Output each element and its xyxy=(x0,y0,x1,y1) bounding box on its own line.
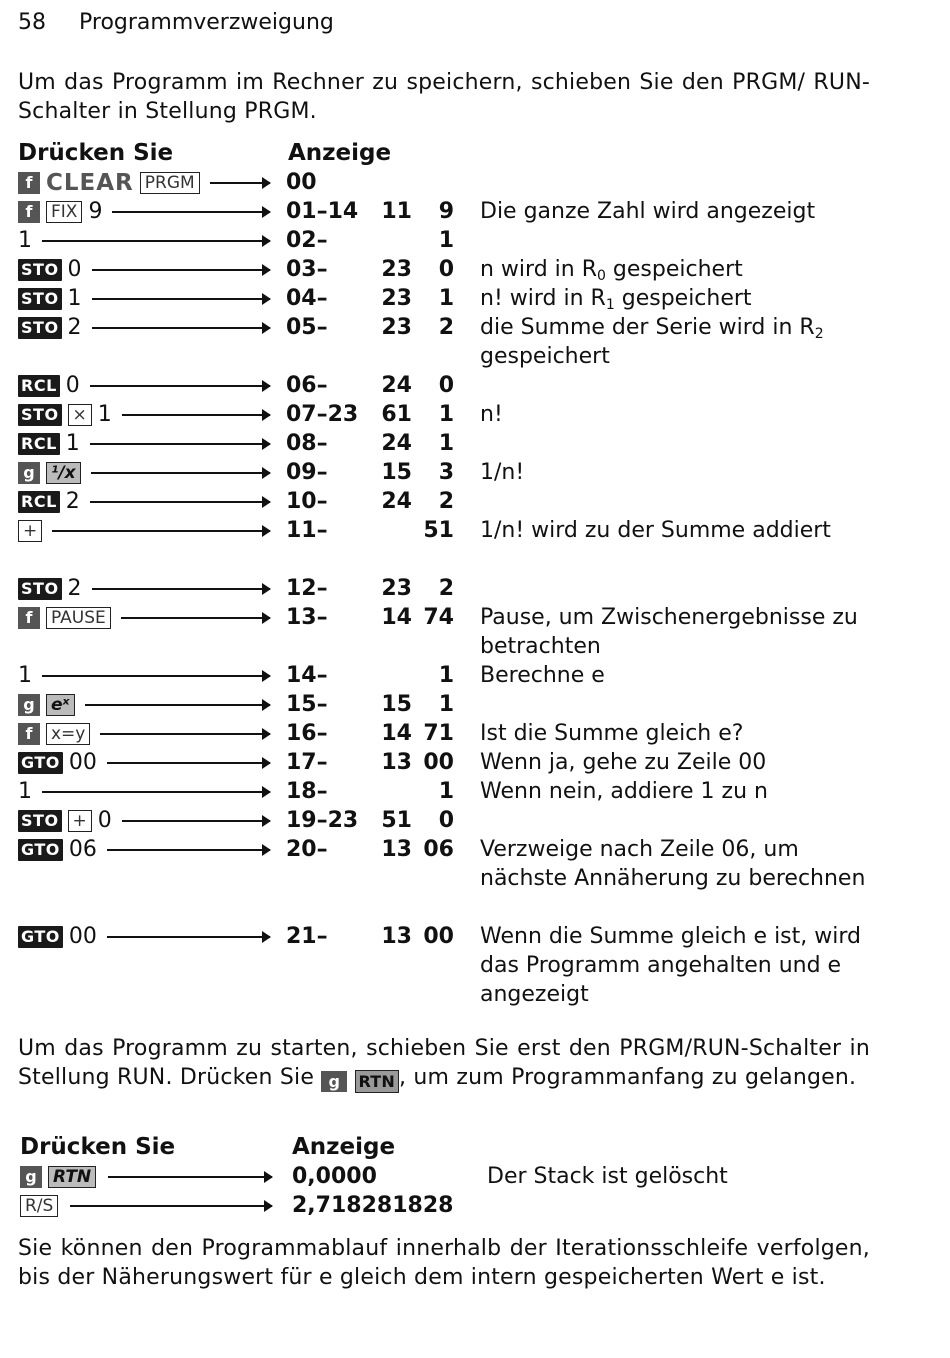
arrow xyxy=(107,762,270,764)
keycode-2: 1 xyxy=(438,286,454,311)
keycode-1: 24 xyxy=(381,373,412,398)
keycode-2: 2 xyxy=(438,576,454,601)
key-rcl: RCL xyxy=(18,375,60,397)
line-number: 17– xyxy=(286,750,328,775)
key-2: 2 xyxy=(67,576,82,601)
program-row xyxy=(0,690,950,719)
key-sequence xyxy=(18,777,32,806)
program-row xyxy=(0,284,950,313)
program-row xyxy=(0,255,950,284)
keycode-1: 14 xyxy=(381,721,412,746)
key-sto: STO xyxy=(18,288,62,310)
keycode-2: 1 xyxy=(438,692,454,717)
line-number: 04– xyxy=(286,286,328,311)
row-comment: Der Stack ist gelöscht xyxy=(487,1164,728,1189)
keycode-2: 1 xyxy=(438,431,454,456)
comment-text: n wird in R xyxy=(480,257,597,282)
key-gto: GTO xyxy=(18,926,63,948)
comment-text: Die ganze Zahl wird angezeigt xyxy=(480,199,816,224)
key-f: f xyxy=(18,723,40,745)
key-06: 06 xyxy=(68,837,97,862)
key-sequence xyxy=(18,603,111,632)
keycode-1: 15 xyxy=(381,692,412,717)
line-number: 07–23 xyxy=(286,402,359,427)
row-comment xyxy=(480,922,880,1009)
program-row xyxy=(0,400,950,429)
key-gto: GTO xyxy=(18,839,63,861)
key-sequence xyxy=(18,690,75,719)
page-number: 58 xyxy=(18,10,46,35)
key-sto: STO xyxy=(18,259,62,281)
keycode-2: 9 xyxy=(438,199,454,224)
row-comment xyxy=(480,458,880,487)
row-comment xyxy=(480,400,880,429)
keycode-1: 23 xyxy=(381,286,412,311)
key-1: 1 xyxy=(97,402,112,427)
arrow xyxy=(92,269,270,271)
key-sto: STO xyxy=(18,810,62,832)
row-comment xyxy=(480,719,880,748)
keycode-2: 74 xyxy=(423,605,454,630)
key-sequence xyxy=(20,1191,58,1220)
key-sequence xyxy=(18,313,82,342)
line-number: 10– xyxy=(286,489,328,514)
key-rs: R/S xyxy=(20,1195,58,1217)
line-number: 20– xyxy=(286,837,328,862)
arrow xyxy=(42,675,270,677)
key-f: f xyxy=(18,172,40,194)
arrow xyxy=(122,820,270,822)
row-comment xyxy=(480,197,880,226)
key-clear: CLEAR xyxy=(46,169,134,196)
program-row xyxy=(0,922,950,1007)
key-: + xyxy=(18,520,42,542)
key-sequence xyxy=(18,719,90,748)
keycode-1: 23 xyxy=(381,315,412,340)
key-1: 1 xyxy=(65,431,80,456)
comment-text: Pause, um Zwischenergebnisse zu betrachten xyxy=(480,605,858,659)
key-sequence xyxy=(18,835,97,864)
run-row xyxy=(0,1191,950,1220)
line-number: 08– xyxy=(286,431,328,456)
arrow xyxy=(112,211,270,213)
start-text-after: , um zum Programmanfang zu gelangen. xyxy=(399,1065,857,1090)
keycode-1: 13 xyxy=(381,837,412,862)
line-number: 02– xyxy=(286,228,328,253)
line-number: 09– xyxy=(286,460,328,485)
key-sequence xyxy=(18,806,112,835)
row-comment xyxy=(480,255,880,284)
keycode-2: 00 xyxy=(423,924,454,949)
keycode-2: 06 xyxy=(423,837,454,862)
keycode-1: 13 xyxy=(381,750,412,775)
key-f: f xyxy=(18,607,40,629)
key-sequence xyxy=(18,255,82,284)
keycode-2: 0 xyxy=(438,808,454,833)
keycode-1: 13 xyxy=(381,924,412,949)
register-subscript: 1 xyxy=(605,297,615,313)
program-row xyxy=(0,835,950,891)
table1-display-header: Anzeige xyxy=(288,140,392,166)
comment-text: Wenn nein, addiere 1 zu n xyxy=(480,779,768,804)
program-row xyxy=(0,458,950,487)
program-row xyxy=(0,574,950,603)
keycode-1: 15 xyxy=(381,460,412,485)
arrow xyxy=(107,849,270,851)
key-sequence xyxy=(18,284,82,313)
row-comment xyxy=(480,777,880,806)
rtn-key: RTN xyxy=(355,1070,400,1093)
intro-paragraph: Um das Programm im Rechner zu speichern, schieben Sie den PRGM/ RUN-Schalter in Stellung PRGM. xyxy=(18,70,870,124)
keycode-2: 2 xyxy=(438,315,454,340)
line-number: 19–23 xyxy=(286,808,359,833)
page-title: Programmverzweigung xyxy=(79,10,334,35)
line-number: 13– xyxy=(286,605,328,630)
key-00: 00 xyxy=(68,924,97,949)
program-row xyxy=(0,313,950,369)
keycode-2: 51 xyxy=(423,518,454,543)
key-prgm: PRGM xyxy=(140,172,200,194)
keycode-2: 0 xyxy=(438,373,454,398)
key-rtn: RTN xyxy=(48,1166,96,1188)
key-1: 1 xyxy=(18,228,32,253)
arrow xyxy=(42,791,270,793)
key-sto: STO xyxy=(18,578,62,600)
comment-text: Ist die Summe gleich e? xyxy=(480,721,744,746)
arrow xyxy=(70,1205,272,1207)
key-sequence xyxy=(20,1162,96,1191)
comment-text: Berechne e xyxy=(480,663,605,688)
table2-display-header: Anzeige xyxy=(292,1134,396,1160)
arrow xyxy=(91,472,270,474)
row-comment xyxy=(480,313,880,371)
comment-text: die Summe der Serie wird in R xyxy=(480,315,815,340)
program-row xyxy=(0,603,950,659)
comment-text: n! xyxy=(480,402,503,427)
key-xy: x=y xyxy=(46,723,90,745)
program-row xyxy=(0,748,950,777)
key-sto: STO xyxy=(18,404,62,426)
table2-keys-header: Drücken Sie xyxy=(20,1134,176,1160)
key-rcl: RCL xyxy=(18,491,60,513)
arrow xyxy=(122,414,270,416)
comment-text: Wenn ja, gehe zu Zeile 00 xyxy=(480,750,767,775)
key-sequence xyxy=(18,458,81,487)
key-sequence xyxy=(18,516,42,545)
key-sequence xyxy=(18,748,97,777)
key-sequence xyxy=(18,487,80,516)
row-comment xyxy=(480,835,880,893)
key-pause: PAUSE xyxy=(46,607,111,629)
key-sequence xyxy=(18,197,102,226)
program-row xyxy=(0,806,950,835)
key-0: 0 xyxy=(65,373,80,398)
key-sequence xyxy=(18,429,80,458)
line-number: 14– xyxy=(286,663,328,688)
display-value: 2,718281828 xyxy=(292,1193,454,1218)
line-number: 16– xyxy=(286,721,328,746)
comment-text-end: gespeichert xyxy=(605,257,743,282)
comment-text: n! wird in R xyxy=(480,286,606,311)
line-number: 06– xyxy=(286,373,328,398)
g-key: g xyxy=(321,1071,347,1092)
arrow xyxy=(90,443,270,445)
keycode-1: 23 xyxy=(381,576,412,601)
line-number: 15– xyxy=(286,692,328,717)
key-2: 2 xyxy=(67,315,82,340)
keycode-1: 24 xyxy=(381,489,412,514)
program-row xyxy=(0,777,950,806)
key-1: 1 xyxy=(18,663,32,688)
comment-text: Verzweige nach Zeile 06, um nächste Annäherung zu berechnen xyxy=(480,837,866,891)
table1-keys-header: Drücken Sie xyxy=(18,140,174,166)
comment-text: Wenn die Summe gleich e ist, wird das Programm angehalten und e angezeigt xyxy=(480,924,861,1007)
key-gto: GTO xyxy=(18,752,63,774)
arrow xyxy=(92,327,270,329)
line-number: 18– xyxy=(286,779,328,804)
arrow xyxy=(121,617,270,619)
key-0: 0 xyxy=(97,808,112,833)
key-2: 2 xyxy=(65,489,80,514)
key-1: 1 xyxy=(67,286,82,311)
key-g: g xyxy=(18,462,40,484)
start-instructions xyxy=(18,1034,870,1093)
key-sequence xyxy=(18,371,80,400)
program-row xyxy=(0,371,950,400)
register-subscript: 0 xyxy=(597,268,606,284)
keycode-2: 3 xyxy=(438,460,454,485)
keycode-1: 11 xyxy=(381,199,412,224)
program-row xyxy=(0,226,950,255)
key-e: eˣ xyxy=(46,694,75,716)
program-row xyxy=(0,661,950,690)
comment-text-end: gespeichert xyxy=(614,286,752,311)
row-comment xyxy=(480,661,880,690)
program-row xyxy=(0,719,950,748)
page-header xyxy=(18,10,334,35)
keycode-1: 23 xyxy=(381,257,412,282)
row-comment xyxy=(480,516,880,545)
key-fix: FIX xyxy=(46,201,82,223)
key-9: 9 xyxy=(88,199,103,224)
key-sto: STO xyxy=(18,317,62,339)
comment-text: 1/n! wird zu der Summe addiert xyxy=(480,518,831,543)
line-number: 12– xyxy=(286,576,328,601)
key-g: g xyxy=(18,694,40,716)
register-subscript: 2 xyxy=(814,326,824,342)
line-number: 11– xyxy=(286,518,328,543)
keycode-2: 1 xyxy=(438,228,454,253)
keycode-1: 14 xyxy=(381,605,412,630)
line-number: 21– xyxy=(286,924,328,949)
display-value: 0,0000 xyxy=(292,1164,377,1189)
key-sequence xyxy=(18,661,32,690)
arrow xyxy=(92,298,270,300)
keycode-2: 0 xyxy=(438,257,454,282)
key-sequence xyxy=(18,168,200,197)
line-number: 05– xyxy=(286,315,328,340)
key-sequence xyxy=(18,226,32,255)
arrow xyxy=(107,936,270,938)
key-f: f xyxy=(18,201,40,223)
arrow xyxy=(90,501,270,503)
key-sequence xyxy=(18,574,82,603)
keycode-2: 71 xyxy=(423,721,454,746)
line-number: 01–14 xyxy=(286,199,359,224)
program-row xyxy=(0,516,950,545)
closing-paragraph: Sie können den Programmablauf innerhalb der Iterationsschleife verfolgen, bis der Näherungswert für e gleich dem intern gespeicherten Wert e ist. xyxy=(18,1236,870,1290)
key-rcl: RCL xyxy=(18,433,60,455)
key-sequence xyxy=(18,400,112,429)
keycode-1: 51 xyxy=(381,808,412,833)
row-comment xyxy=(480,284,880,313)
run-row xyxy=(0,1162,950,1191)
row-comment xyxy=(480,748,880,777)
comment-text: 1/n! xyxy=(480,460,525,485)
key-sequence xyxy=(18,922,97,951)
keycode-2: 1 xyxy=(438,779,454,804)
key-: + xyxy=(68,810,92,832)
key-x: ¹/x xyxy=(46,462,81,484)
start-text-before: Um das Programm zu starten, schieben Sie erst den PRGM/RUN-Schalter in Stellung RUN. Drücken Sie xyxy=(18,1036,870,1090)
comment-text-end: gespeichert xyxy=(480,344,610,369)
keycode-1: 24 xyxy=(381,431,412,456)
arrow xyxy=(42,240,270,242)
key-g: g xyxy=(20,1166,42,1188)
keycode-1: 61 xyxy=(381,402,412,427)
arrow xyxy=(52,530,270,532)
arrow xyxy=(210,182,270,184)
keycode-2: 1 xyxy=(438,402,454,427)
program-row xyxy=(0,429,950,458)
arrow xyxy=(100,733,270,735)
line-number: 03– xyxy=(286,257,328,282)
key-0: 0 xyxy=(67,257,82,282)
arrow xyxy=(85,704,270,706)
keycode-2: 1 xyxy=(438,663,454,688)
arrow xyxy=(90,385,270,387)
arrow xyxy=(92,588,270,590)
program-row xyxy=(0,168,950,197)
line-number: 00 xyxy=(286,170,317,195)
row-comment xyxy=(480,603,880,661)
program-row xyxy=(0,487,950,516)
arrow xyxy=(108,1176,272,1178)
program-row xyxy=(0,197,950,226)
keycode-2: 00 xyxy=(423,750,454,775)
key-1: 1 xyxy=(18,779,32,804)
keycode-2: 2 xyxy=(438,489,454,514)
key-00: 00 xyxy=(68,750,97,775)
key-: × xyxy=(68,404,92,426)
